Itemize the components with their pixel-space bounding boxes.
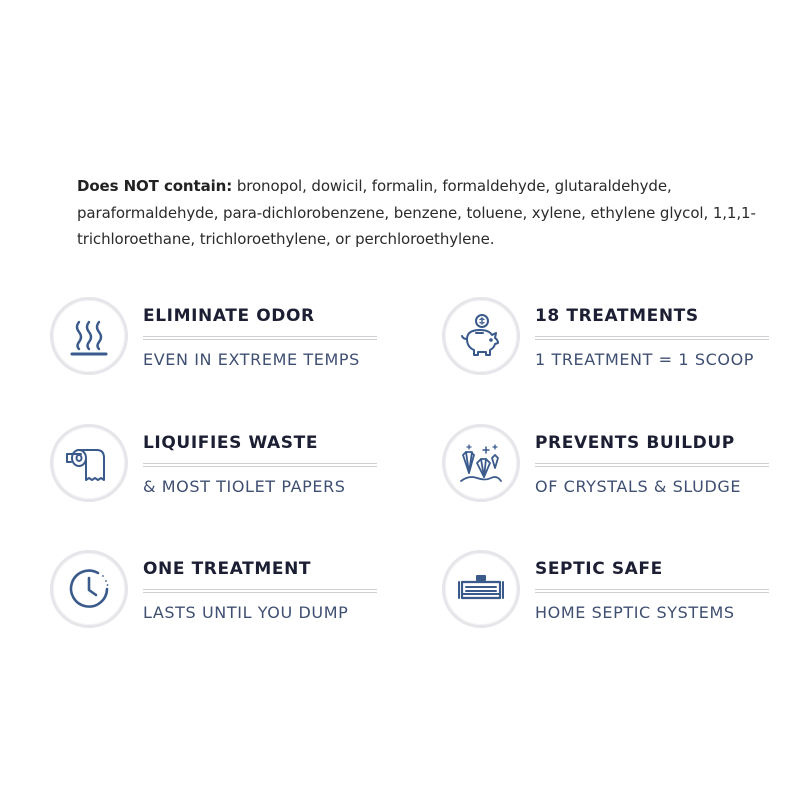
feature-prevents-buildup bbox=[442, 424, 782, 508]
clock-icon bbox=[65, 565, 113, 613]
feature-liquifies-waste bbox=[50, 424, 390, 508]
feature-title: ONE TREATMENT bbox=[143, 559, 312, 579]
feature-one-treatment bbox=[50, 550, 390, 634]
feature-icon-circle bbox=[442, 424, 520, 502]
feature-title: ELIMINATE ODOR bbox=[143, 306, 315, 326]
feature-divider bbox=[535, 589, 769, 593]
feature-18-treatments bbox=[442, 297, 782, 381]
ingredients-disclaimer bbox=[77, 173, 777, 253]
feature-icon-circle bbox=[442, 550, 520, 628]
feature-divider bbox=[143, 336, 377, 340]
feature-title: 18 TREATMENTS bbox=[535, 306, 699, 326]
feature-icon-circle bbox=[442, 297, 520, 375]
feature-subtitle: HOME SEPTIC SYSTEMS bbox=[535, 603, 735, 622]
crystals-icon bbox=[457, 439, 505, 487]
feature-eliminate-odor bbox=[50, 297, 390, 381]
disclaimer-label: Does NOT contain: bbox=[77, 177, 233, 195]
feature-title: PREVENTS BUILDUP bbox=[535, 433, 735, 453]
feature-subtitle: EVEN IN EXTREME TEMPS bbox=[143, 350, 360, 369]
feature-divider bbox=[143, 589, 377, 593]
feature-icon-circle bbox=[50, 424, 128, 502]
feature-icon-circle bbox=[50, 297, 128, 375]
feature-subtitle: LASTS UNTIL YOU DUMP bbox=[143, 603, 349, 622]
feature-divider bbox=[535, 336, 769, 340]
feature-subtitle: & MOST TIOLET PAPERS bbox=[143, 477, 346, 496]
disclaimer-text: bronopol, dowicil, formalin, formaldehyde, glutaraldehyde, paraformaldehyde, para-dichlorobenzene, benzene, toluene, xylene, ethylene glycol, 1,1,1-trichloroethane, trichloroethylene, or perchloroethylene. bbox=[77, 177, 756, 248]
feature-divider bbox=[143, 463, 377, 467]
feature-septic-safe bbox=[442, 550, 782, 634]
septic-tank-icon bbox=[457, 565, 505, 613]
feature-icon-circle bbox=[50, 550, 128, 628]
toilet-paper-icon bbox=[65, 439, 113, 487]
feature-divider bbox=[535, 463, 769, 467]
piggy-bank-icon bbox=[457, 312, 505, 360]
feature-subtitle: OF CRYSTALS & SLUDGE bbox=[535, 477, 742, 496]
odor-waves-icon bbox=[65, 312, 113, 360]
feature-title: LIQUIFIES WASTE bbox=[143, 433, 319, 453]
feature-title: SEPTIC SAFE bbox=[535, 559, 663, 579]
feature-subtitle: 1 TREATMENT = 1 SCOOP bbox=[535, 350, 755, 369]
